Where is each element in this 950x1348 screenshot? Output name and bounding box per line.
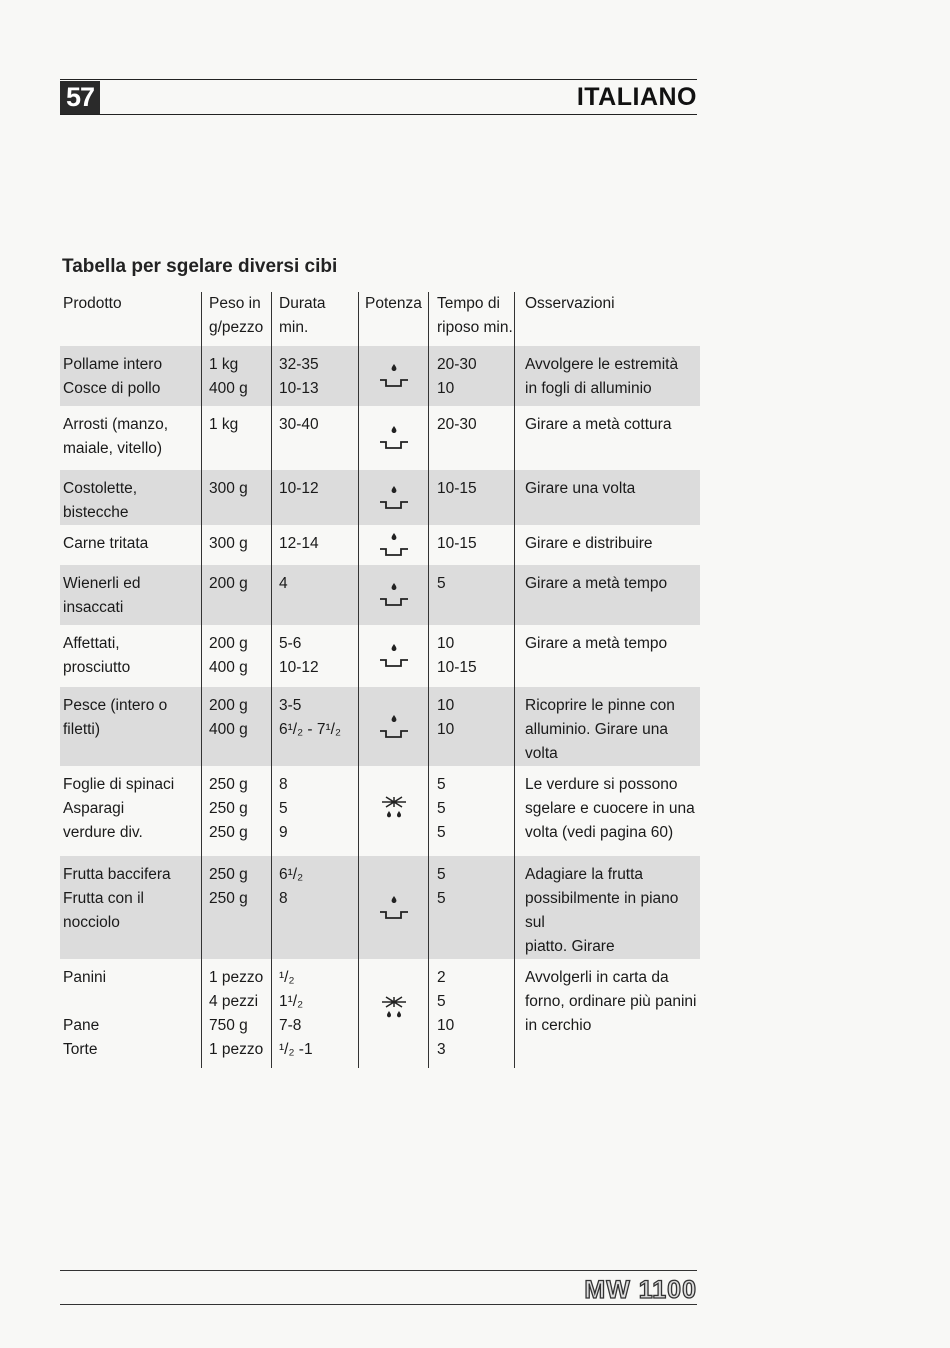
snowflake-defrost-icon	[376, 993, 412, 1029]
cell-rest-time: 20-30	[428, 406, 514, 470]
cell-notes: Le verdure si possono sgelare e cuocere in una volta (vedi pagina 60)	[514, 766, 700, 856]
table-header-row	[60, 292, 700, 346]
cell-duration: 10-12	[271, 470, 358, 525]
cell-rest-time: 5	[428, 565, 514, 625]
table-tail-cell	[514, 1062, 700, 1068]
cell-duration: ¹/₂ 1¹/₂ 7-8 ¹/₂ -1	[271, 959, 358, 1062]
defrost-icon	[376, 638, 412, 674]
defrost-icon	[376, 420, 412, 456]
defrost-icon	[376, 358, 412, 394]
cell-product: Carne tritata	[63, 535, 149, 552]
footer-rule-top	[60, 1270, 697, 1271]
column-header-weight: Peso in g/pezzo	[201, 292, 271, 346]
cell-notes: Adagiare la frutta possibilmente in piano sul piatto. Girare	[514, 856, 700, 959]
cell-product: Affettati, prosciutto	[63, 635, 131, 676]
cell-power	[358, 856, 428, 959]
cell-weight: 250 g 250 g 250 g	[201, 766, 271, 856]
cell-weight: 250 g 250 g	[201, 856, 271, 959]
cell-notes: Avvolgerli in carta da forno, ordinare più panini in cerchio	[514, 959, 700, 1062]
cell-weight: 1 pezzo 4 pezzi 750 g 1 pezzo	[201, 959, 271, 1062]
header-rule-top	[60, 79, 697, 80]
cell-rest-time: 10 10-15	[428, 625, 514, 687]
table-row	[60, 625, 700, 687]
cell-notes: Avvolgere le estremità in fogli di alluminio	[514, 346, 700, 406]
page-number: 57	[60, 81, 100, 114]
defrost-icon	[376, 890, 412, 926]
cell-product: Pesce (intero o filetti)	[63, 697, 168, 738]
cell-rest-time: 5 5	[428, 856, 514, 959]
cell-notes: Girare a metà tempo	[514, 565, 700, 625]
cell-weight: 200 g 400 g	[201, 687, 271, 766]
cell-rest-time: 2 5 10 3	[428, 959, 514, 1062]
column-header-notes: Osservazioni	[514, 292, 700, 346]
table-tail-cell	[428, 1062, 514, 1068]
column-header-product: Prodotto	[63, 295, 122, 312]
table-row	[60, 766, 700, 856]
defrost-icon	[376, 709, 412, 745]
cell-duration: 8 5 9	[271, 766, 358, 856]
table-tail-cell	[60, 1062, 201, 1068]
cell-duration: 5-6 10-12	[271, 625, 358, 687]
footer-rule-bottom	[60, 1304, 697, 1305]
defrost-icon	[376, 527, 412, 563]
cell-rest-time: 10-15	[428, 525, 514, 565]
table-tail-cell	[201, 1062, 271, 1068]
cell-duration: 3-5 6¹/₂ - 7¹/₂	[271, 687, 358, 766]
header-rule-bottom	[60, 114, 697, 115]
cell-duration: 32-35 10-13	[271, 346, 358, 406]
cell-product: Wienerli ed insaccati	[63, 575, 141, 616]
table-row	[60, 687, 700, 766]
table-row	[60, 406, 700, 470]
column-header-duration: Durata min.	[271, 292, 358, 346]
cell-product: Panini Pane Torte	[63, 969, 107, 1058]
cell-power	[358, 470, 428, 525]
cell-weight: 200 g	[201, 565, 271, 625]
column-header-power: Potenza	[358, 292, 428, 346]
defrost-icon	[376, 480, 412, 516]
cell-weight: 300 g	[201, 470, 271, 525]
table-tail	[60, 1062, 700, 1068]
cell-power	[358, 565, 428, 625]
cell-notes: Girare a metà cottura	[514, 406, 700, 470]
table-tail-cell	[271, 1062, 358, 1068]
cell-product: Frutta baccifera Frutta con il nocciolo	[63, 866, 171, 931]
table-title: Tabella per sgelare diversi cibi	[62, 256, 338, 277]
cell-product: Arrosti (manzo, maiale, vitello)	[63, 416, 169, 457]
table-row	[60, 525, 700, 565]
defrost-table	[60, 292, 700, 1068]
language-heading: ITALIANO	[576, 83, 697, 111]
cell-weight: 1 kg	[201, 406, 271, 470]
cell-rest-time: 5 5 5	[428, 766, 514, 856]
cell-rest-time: 10 10	[428, 687, 514, 766]
cell-rest-time: 10-15	[428, 470, 514, 525]
cell-product: Costolette, bistecche	[63, 480, 138, 521]
cell-power	[358, 525, 428, 565]
cell-weight: 200 g 400 g	[201, 625, 271, 687]
cell-product: Pollame intero Cosce di pollo	[63, 356, 163, 397]
cell-power	[358, 687, 428, 766]
cell-power	[358, 346, 428, 406]
cell-duration: 4	[271, 565, 358, 625]
cell-duration: 12-14	[271, 525, 358, 565]
cell-notes: Girare a metà tempo	[514, 625, 700, 687]
cell-product: Foglie di spinaci Asparagi verdure div.	[63, 776, 175, 841]
cell-duration: 6¹/₂ 8	[271, 856, 358, 959]
cell-rest-time: 20-30 10	[428, 346, 514, 406]
table-tail-cell	[358, 1062, 428, 1068]
table-row	[60, 346, 700, 406]
table-row	[60, 565, 700, 625]
defrost-icon	[376, 577, 412, 613]
cell-power	[358, 406, 428, 470]
table-row	[60, 470, 700, 525]
column-header-rest: Tempo di riposo min.	[428, 292, 514, 346]
cell-duration: 30-40	[271, 406, 358, 470]
cell-weight: 300 g	[201, 525, 271, 565]
table-row	[60, 856, 700, 959]
snowflake-defrost-icon	[376, 793, 412, 829]
model-logo: MW 1100	[584, 1276, 697, 1304]
cell-notes: Girare e distribuire	[514, 525, 700, 565]
cell-notes: Ricoprire le pinne con alluminio. Girare una volta	[514, 687, 700, 766]
cell-notes: Girare una volta	[514, 470, 700, 525]
cell-power	[358, 959, 428, 1062]
table-row	[60, 959, 700, 1062]
cell-power	[358, 625, 428, 687]
cell-power	[358, 766, 428, 856]
cell-weight: 1 kg 400 g	[201, 346, 271, 406]
